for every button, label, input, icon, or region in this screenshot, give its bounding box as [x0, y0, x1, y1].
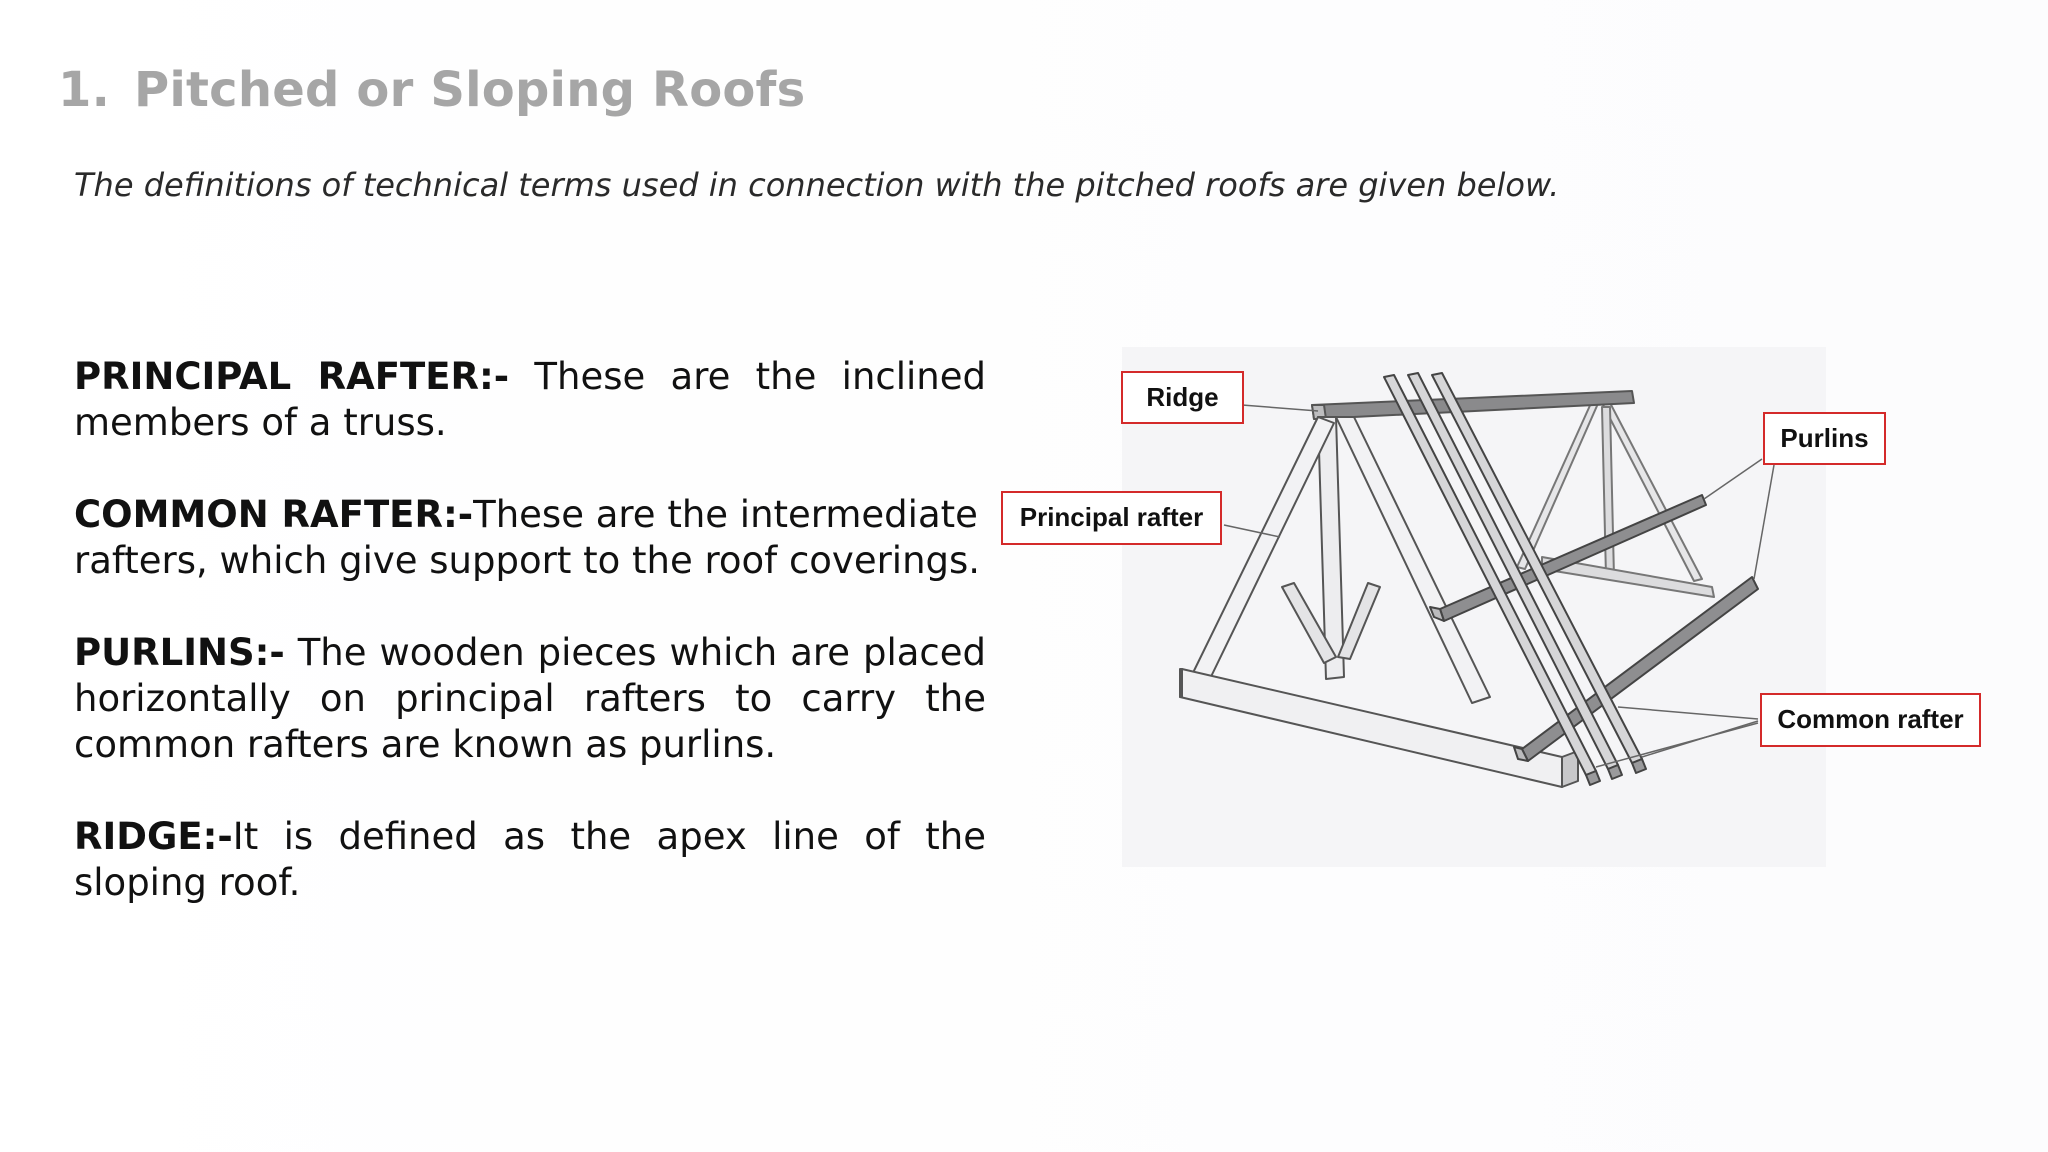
- label-common-rafter: Common rafter: [1760, 693, 1981, 747]
- definition-term: PURLINS:-: [74, 631, 285, 674]
- definition-term: PRINCIPAL RAFTER:-: [74, 355, 510, 398]
- label-principal-rafter: Principal rafter: [1001, 491, 1222, 545]
- definition-common-rafter: [74, 492, 986, 584]
- title-number: 1.: [58, 62, 111, 118]
- label-ridge: Ridge: [1121, 371, 1244, 424]
- definition-text: These are the intermediate rafters, which give support to the roof coverings.: [74, 493, 981, 582]
- page-title: [58, 62, 805, 118]
- definition-term: RIDGE:-: [74, 815, 233, 858]
- title-text: Pitched or Sloping Roofs: [134, 62, 806, 118]
- definition-text: These are the inclined members of a truss.: [74, 355, 986, 444]
- roof-truss-illustration: [1122, 347, 1826, 867]
- definition-text: The wooden pieces which are placed horizontally on principal rafters to carry the common rafters are known as purlins.: [74, 631, 986, 766]
- definition-ridge: [74, 814, 986, 906]
- definitions-list: [74, 354, 986, 952]
- subtitle: The definitions of technical terms used in connection with the pitched roofs are given below.: [74, 166, 1560, 204]
- leader-lines: [1122, 347, 1826, 867]
- definition-purlins: [74, 630, 986, 768]
- definition-text: It is defined as the apex line of the sloping roof.: [74, 815, 986, 904]
- label-purlins: Purlins: [1763, 412, 1886, 465]
- definition-term: COMMON RAFTER:-: [74, 493, 474, 536]
- definition-principal-rafter: [74, 354, 986, 446]
